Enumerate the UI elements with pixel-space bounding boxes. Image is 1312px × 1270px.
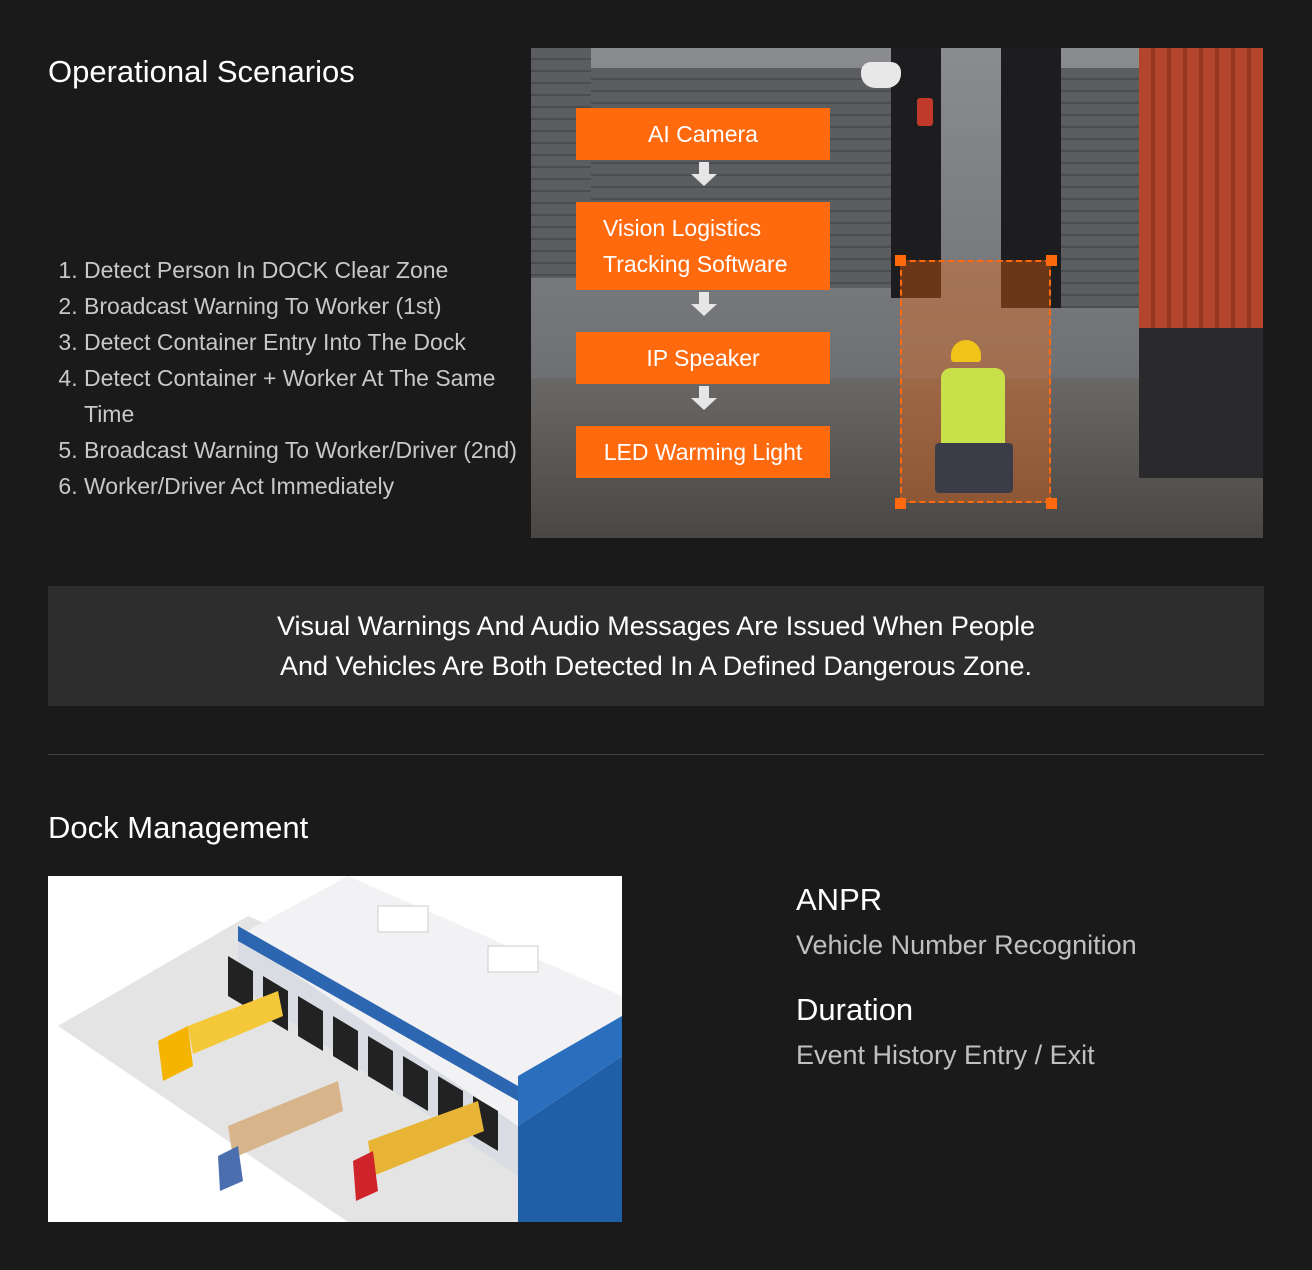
flow-arrow-down-icon bbox=[691, 386, 717, 410]
flow-vision-line1: Vision Logistics bbox=[603, 215, 762, 241]
warning-light-device bbox=[917, 98, 933, 126]
scenario-step: 5. Broadcast Warning To Worker/Driver (2nd) bbox=[84, 432, 534, 468]
operational-scenarios-title: Operational Scenarios bbox=[48, 54, 355, 89]
duration-title: Duration bbox=[796, 992, 914, 1027]
flow-ip-speaker bbox=[576, 332, 830, 384]
ai-camera-device bbox=[861, 62, 901, 88]
section-divider bbox=[48, 754, 1264, 755]
worker-vest bbox=[941, 368, 1005, 448]
detection-corner-handle bbox=[1046, 498, 1057, 509]
shipping-container bbox=[1139, 48, 1263, 328]
flow-arrow-down-icon bbox=[691, 292, 717, 316]
anpr-subtitle: Vehicle Number Recognition bbox=[796, 930, 1137, 960]
worker-legs bbox=[935, 443, 1013, 493]
detection-corner-handle bbox=[895, 255, 906, 266]
loading-dock-photo bbox=[531, 48, 1263, 538]
flow-vision-line2: Tracking Software bbox=[603, 251, 788, 277]
warning-banner bbox=[48, 586, 1264, 706]
detection-corner-handle bbox=[1046, 255, 1057, 266]
banner-line-1: Visual Warnings And Audio Messages Are Issued When People bbox=[277, 611, 1035, 641]
flow-ip-speaker-label: IP Speaker bbox=[646, 345, 760, 371]
flow-ai-camera bbox=[576, 108, 830, 160]
flow-vision-software bbox=[576, 202, 830, 290]
worker-helmet bbox=[951, 340, 981, 362]
truck-chassis bbox=[1139, 328, 1263, 478]
banner-line-2: And Vehicles Are Both Detected In A Defined Dangerous Zone. bbox=[280, 651, 1032, 681]
scenario-step: 2. Broadcast Warning To Worker (1st) bbox=[84, 288, 534, 324]
warehouse-isometric-graphic bbox=[48, 876, 622, 1222]
scenario-step: 6. Worker/Driver Act Immediately bbox=[84, 468, 534, 504]
dock-management-title: Dock Management bbox=[48, 810, 309, 845]
flow-ai-camera-label: AI Camera bbox=[648, 121, 758, 147]
detection-corner-handle bbox=[895, 498, 906, 509]
duration-subtitle: Event History Entry / Exit bbox=[796, 1040, 1095, 1070]
scenario-steps-list bbox=[48, 252, 534, 504]
anpr-title: ANPR bbox=[796, 882, 883, 917]
flow-arrow-down-icon bbox=[691, 162, 717, 186]
warehouse-dock-illustration bbox=[48, 876, 622, 1222]
scenario-step: 4. Detect Container + Worker At The Same Time bbox=[84, 360, 534, 432]
dock-door bbox=[1061, 68, 1139, 308]
scenario-step: 3. Detect Container Entry Into The Dock bbox=[84, 324, 534, 360]
flow-led-light bbox=[576, 426, 830, 478]
scenario-step: 1. Detect Person In DOCK Clear Zone bbox=[84, 252, 534, 288]
flow-led-light-label: LED Warming Light bbox=[603, 439, 803, 465]
